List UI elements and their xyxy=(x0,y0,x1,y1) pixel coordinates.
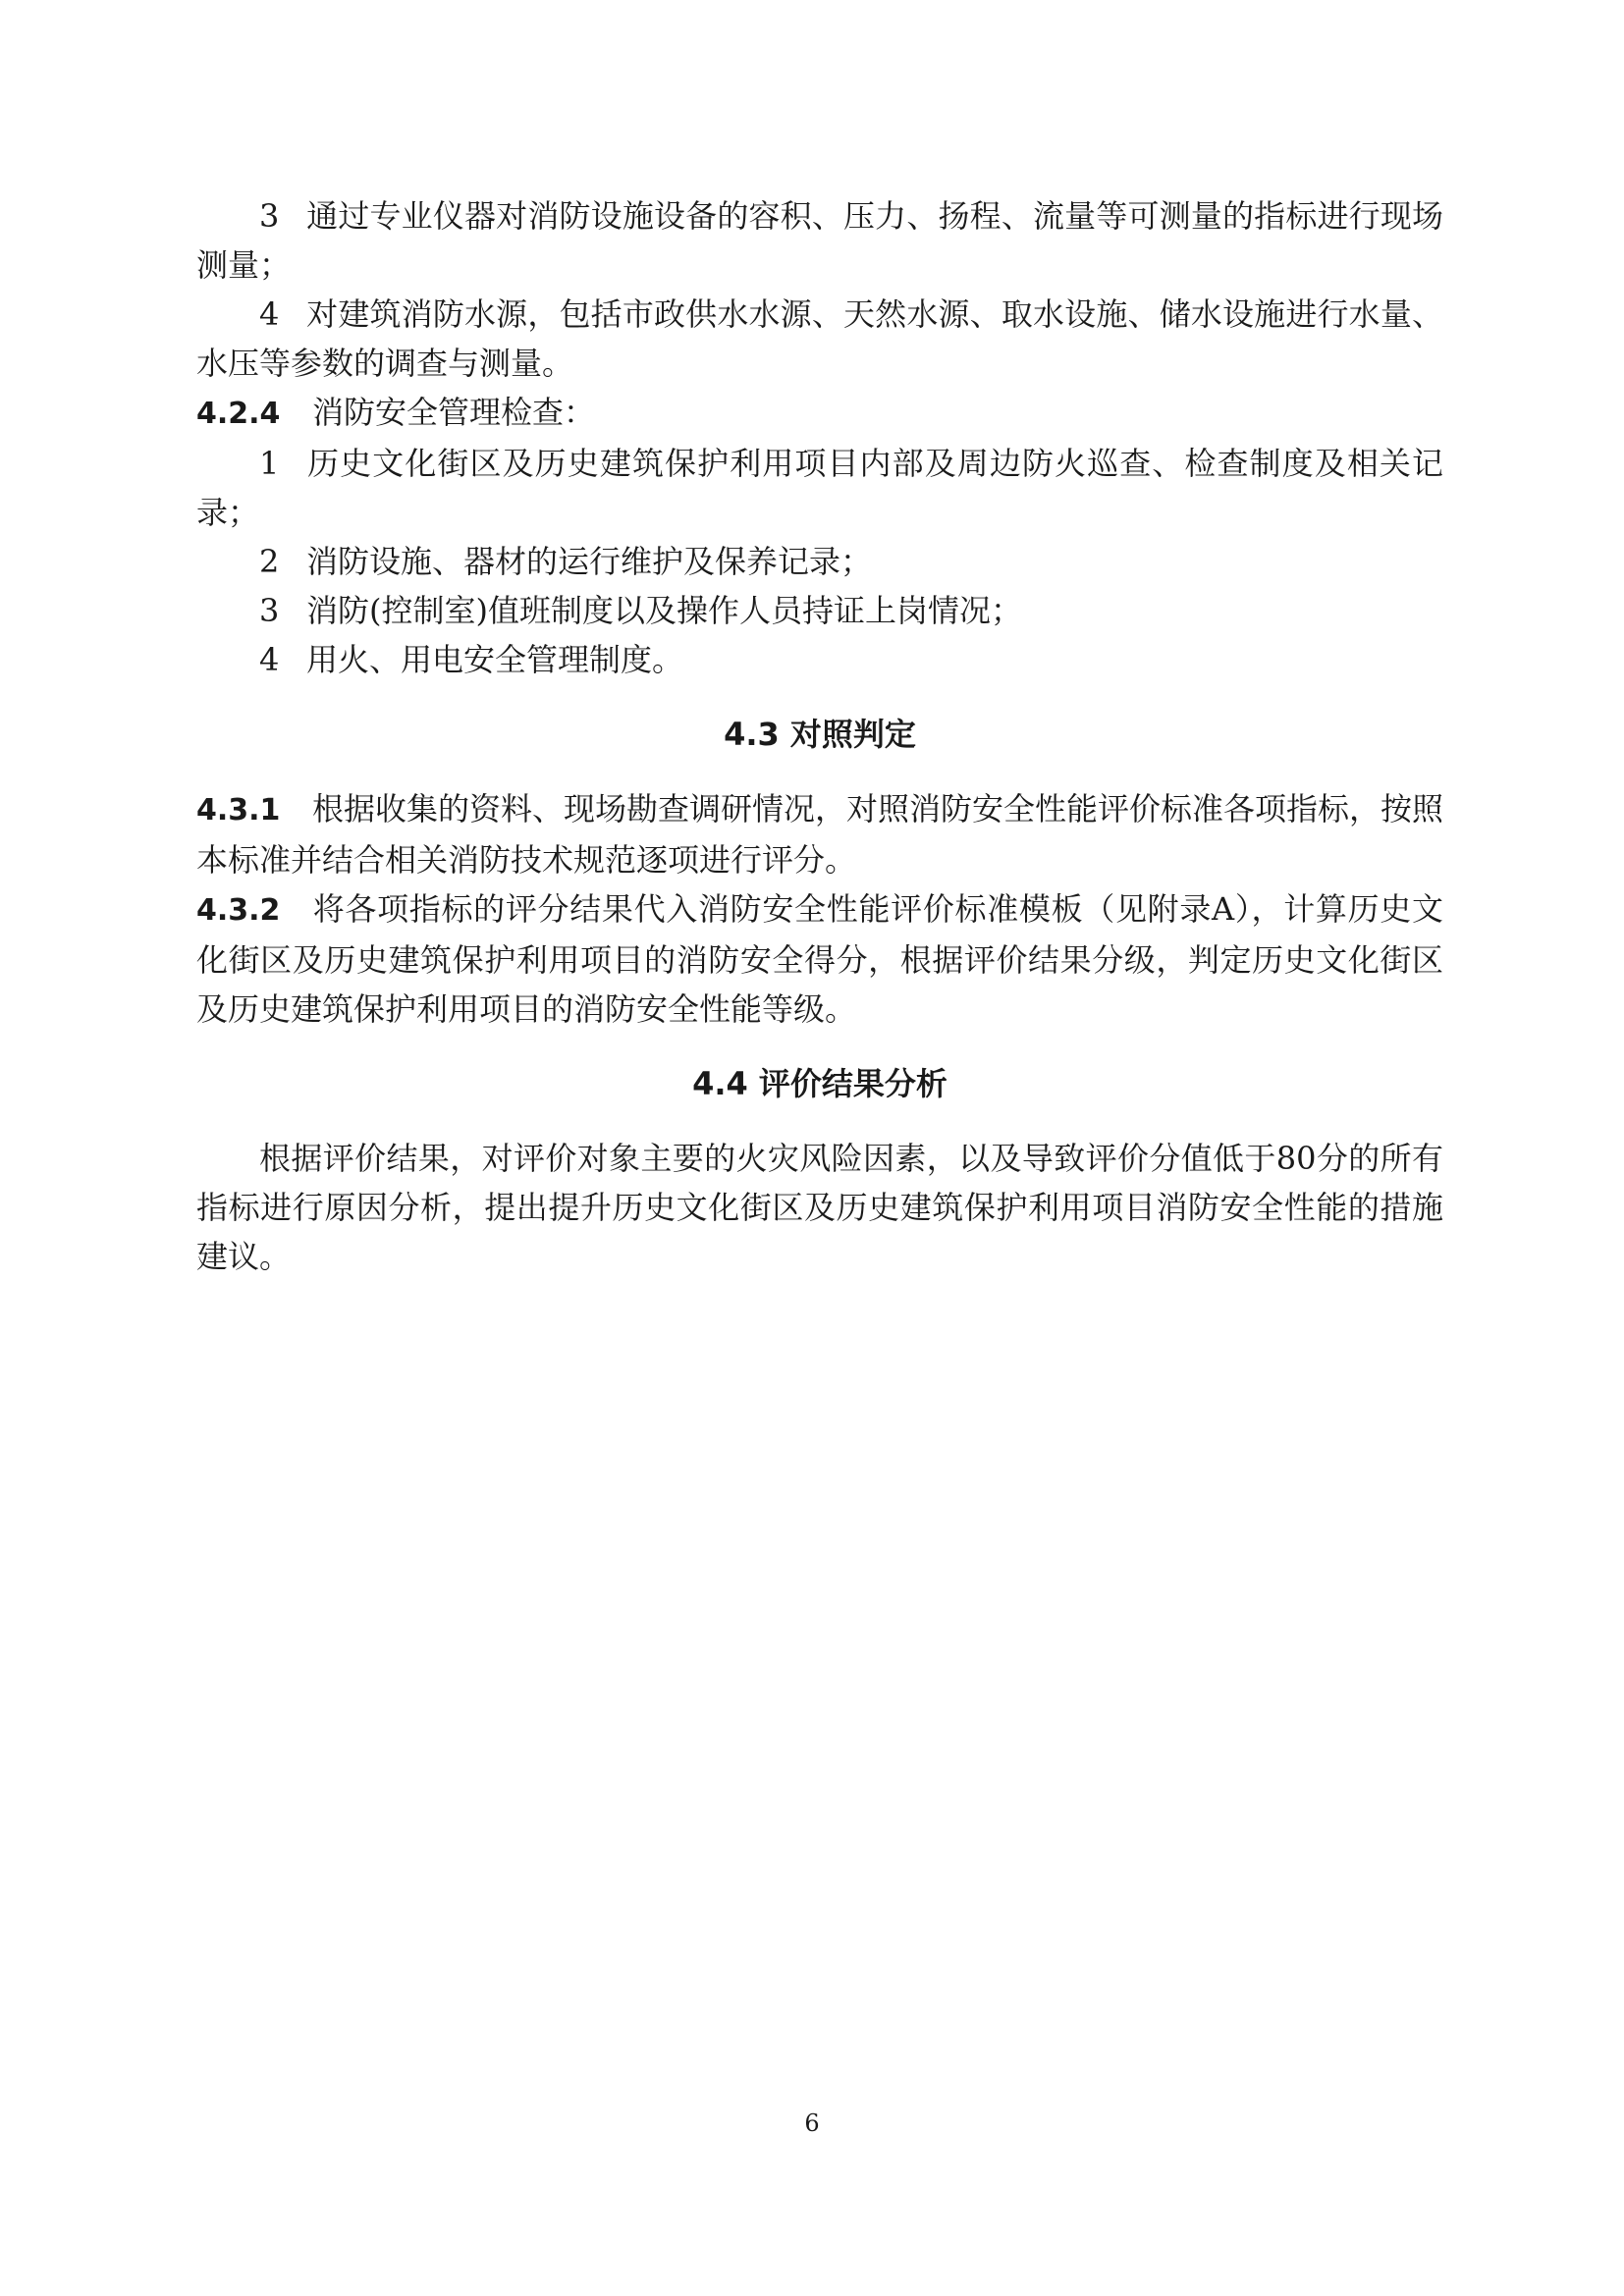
item-number: 4 xyxy=(259,295,280,333)
item-text: 消防设施、器材的运行维护及保养记录； xyxy=(306,543,873,580)
item-number: 3 xyxy=(259,197,280,235)
item-number: 3 xyxy=(259,592,280,629)
item-number: 1 xyxy=(259,445,280,482)
list-item xyxy=(196,439,1443,537)
page-body xyxy=(196,191,1443,1281)
item-number: 4 xyxy=(259,641,280,678)
clause-text: 根据收集的资料、现场勘查调研情况，对照消防安全性能评价标准各项指标，按照本标准并结合相关消防技术规范逐项进行评分。 xyxy=(196,790,1444,879)
clause-paragraph xyxy=(196,784,1443,884)
clause-heading xyxy=(196,388,1443,439)
clause-paragraph xyxy=(196,884,1443,1034)
page-number: 6 xyxy=(804,2109,820,2137)
list-item xyxy=(196,290,1443,388)
clause-text: 将各项指标的评分结果代入消防安全性能评价标准模板（见附录A），计算历史文化街区及历史建筑保护利用项目的消防安全得分，根据评价结果分级，判定历史文化街区及历史建筑保护利用项目的消防安全性能等级。 xyxy=(196,890,1443,1028)
clause-text: 消防安全管理检查： xyxy=(312,394,596,431)
clause-number: 4.3.1 xyxy=(196,793,281,828)
body-paragraph: 根据评价结果，对评价对象主要的火灾风险因素，以及导致评价分值低于80分的所有指标进行原因分析，提出提升历史文化街区及历史建筑保护利用项目消防安全性能的措施建议。 xyxy=(196,1140,1443,1275)
item-text: 消防(控制室)值班制度以及操作人员持证上岗情况； xyxy=(306,592,1022,629)
item-text: 用火、用电安全管理制度。 xyxy=(306,641,684,678)
section-title: 4.3 对照判定 xyxy=(724,716,916,753)
list-item xyxy=(196,635,1443,684)
list-item xyxy=(196,191,1443,290)
item-text: 对建筑消防水源，包括市政供水水源、天然水源、取水设施、储水设施进行水量、水压等参数的调查与测量。 xyxy=(196,295,1443,382)
list-item xyxy=(196,586,1443,635)
section-title: 4.4 评价结果分析 xyxy=(692,1065,947,1102)
list-item xyxy=(196,537,1443,586)
clause-number: 4.2.4 xyxy=(196,397,281,431)
item-text: 历史文化街区及历史建筑保护利用项目内部及周边防火巡查、检查制度及相关记录； xyxy=(196,445,1443,531)
item-text: 通过专业仪器对消防设施设备的容积、压力、扬程、流量等可测量的指标进行现场测量； xyxy=(196,197,1443,284)
item-number: 2 xyxy=(259,543,280,580)
clause-number: 4.3.2 xyxy=(196,893,281,928)
